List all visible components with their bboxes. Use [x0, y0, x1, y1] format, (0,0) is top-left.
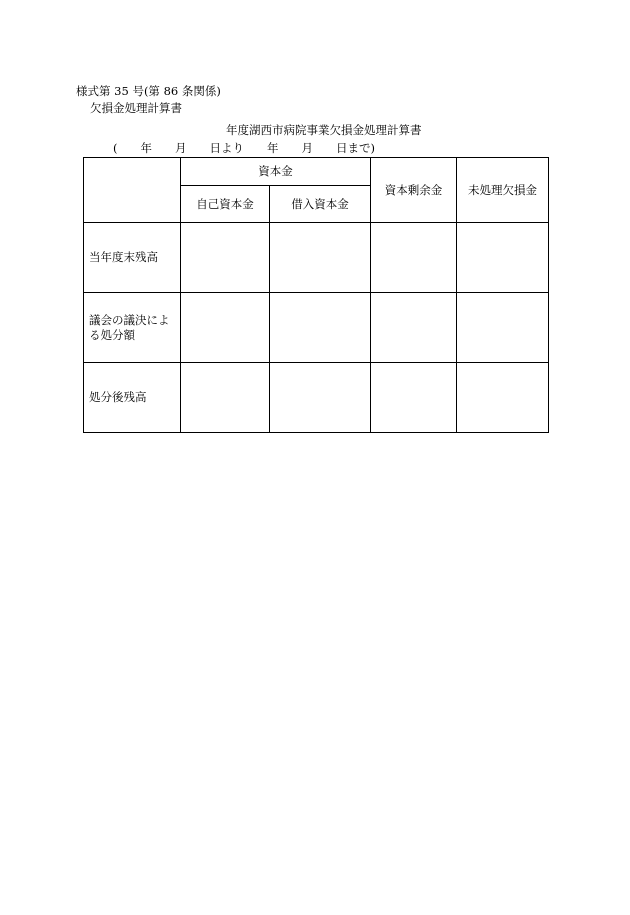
header-unprocessed-deficit: 未処理欠損金 [457, 158, 549, 223]
header-own-capital: 自己資本金 [181, 186, 270, 223]
table-title: 年度湖西市病院事業欠損金処理計算書 [226, 123, 422, 137]
cell-borrowed-capital [270, 363, 371, 433]
cell-unprocessed-deficit [457, 293, 549, 363]
cell-unprocessed-deficit [457, 363, 549, 433]
form-number: 様式第 35 号(第 86 条関係) [76, 84, 221, 98]
cell-own-capital [181, 293, 270, 363]
cell-own-capital [181, 223, 270, 293]
header-capital: 資本金 [181, 158, 371, 186]
corner-cell [84, 158, 181, 223]
cell-capital-surplus [371, 223, 457, 293]
cell-own-capital [181, 363, 270, 433]
row-label-post-disposal-balance: 処分後残高 [84, 363, 181, 433]
cell-capital-surplus [371, 363, 457, 433]
period-line: ( 年 月 日より 年 月 日まで) [113, 141, 375, 155]
cell-borrowed-capital [270, 293, 371, 363]
row-label-year-end-balance: 当年度末残高 [84, 223, 181, 293]
deficit-calculation-table [83, 157, 549, 433]
header-borrowed-capital: 借入資本金 [270, 186, 371, 223]
document-heading: 欠損金処理計算書 [90, 101, 182, 115]
table-row [84, 363, 549, 433]
table-row [84, 223, 549, 293]
cell-capital-surplus [371, 293, 457, 363]
header-capital-surplus: 資本剰余金 [371, 158, 457, 223]
cell-borrowed-capital [270, 223, 371, 293]
cell-unprocessed-deficit [457, 223, 549, 293]
row-label-council-disposal: 議会の議決による処分額 [84, 293, 181, 363]
table-row [84, 293, 549, 363]
